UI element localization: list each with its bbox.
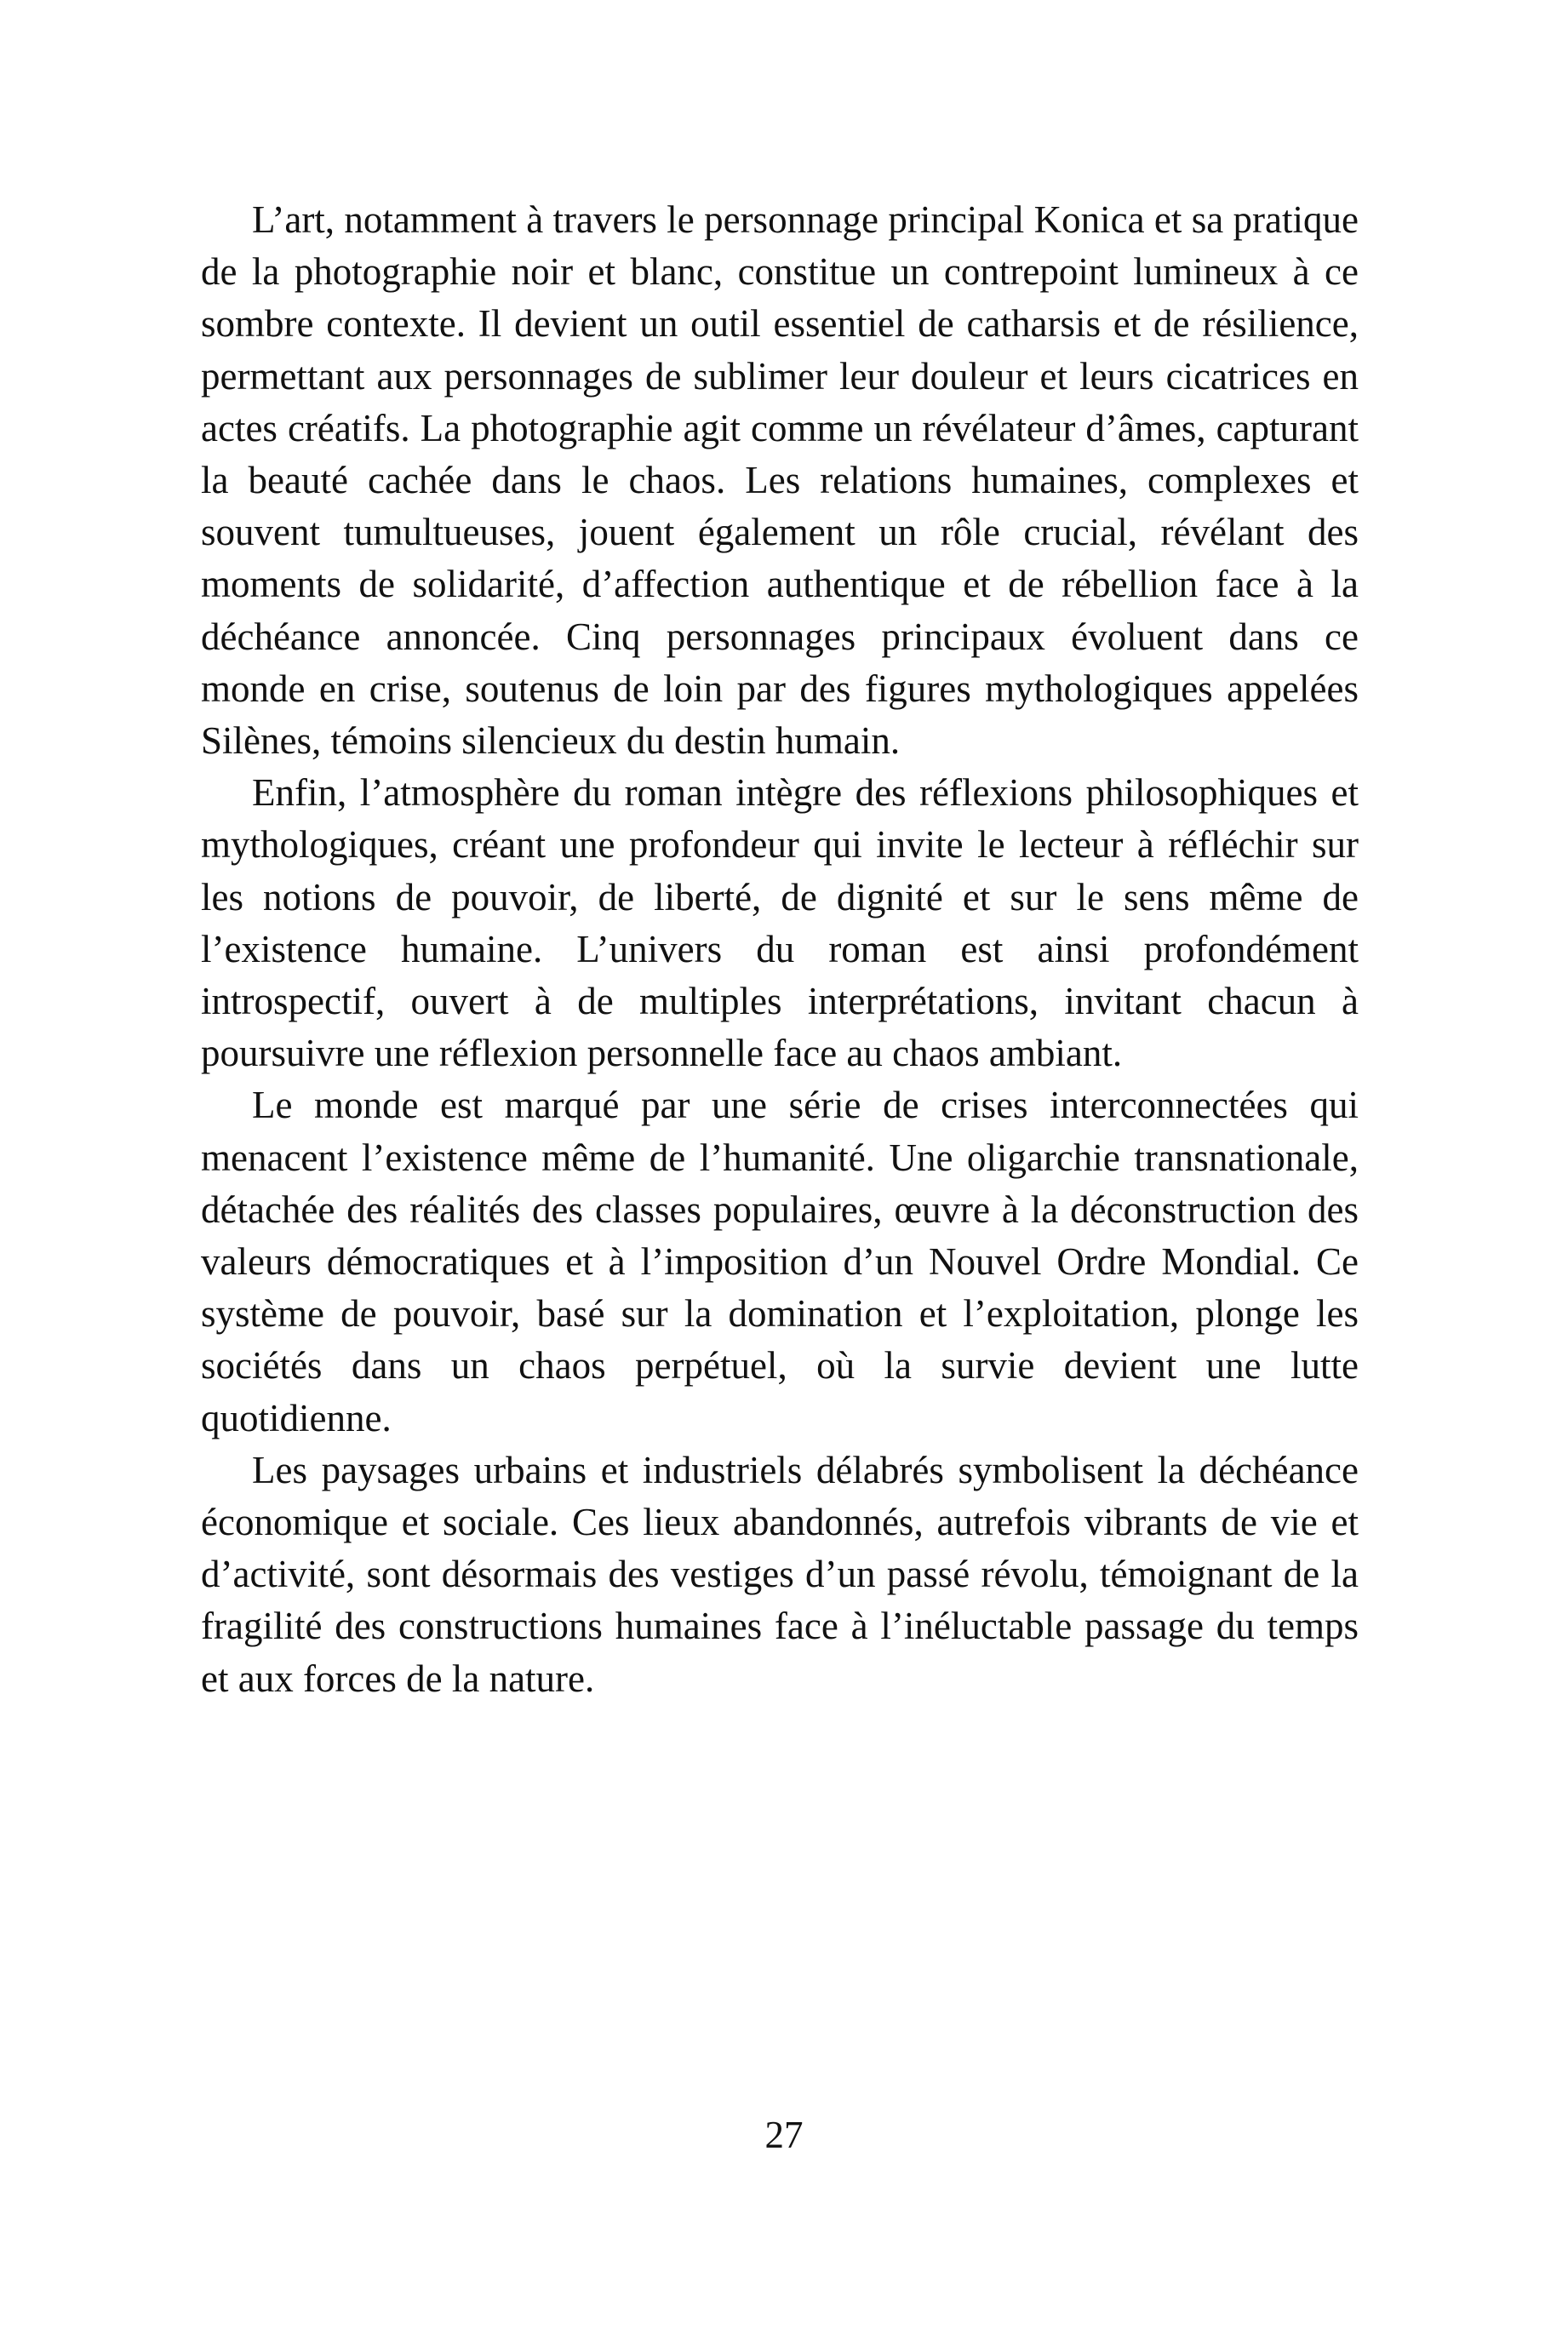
paragraph-philosophical-atmosphere: Enfin, l’atmosphère du roman intègre des réflexions philosophiques et mythologiques, créant une profondeur qui invite le lecteur à réfléchir sur les notions de pouvoir, de liberté, de dignité et sur le sens même de l’existence humaine. L’univers du roman est ainsi profondément introspectif, ouvert à de multiples interprétations, invitant chacun à poursuivre une réflexion personnelle face au chaos ambiant. (201, 771, 1359, 1075)
paragraph-art-photography: L’art, notamment à travers le personnage principal Konica et sa pratique de la photographie noir et blanc, constitue un contrepoint lumineux à ce sombre contexte. Il devient un outil essentiel de catharsis et de résilience, permettant aux personnages de sublimer leur douleur et leurs cicatrices en actes créatifs. La photographie agit comme un révélateur d’âmes, capturant la beauté cachée dans le chaos. Les relations humaines, complexes et souvent tumultueuses, jouent également un rôle crucial, révélant des moments de solidarité, d’affection authentique et de rébellion face à la déchéance annoncée. Cinq personnages principaux évoluent dans ce monde en crise, soutenus de loin par des figures mythologiques appelées Silènes, témoins silencieux du destin humain. (201, 198, 1359, 763)
paragraph-urban-landscapes: Les paysages urbains et industriels délabrés symbolisent la déchéance économique et sociale. Ces lieux abandonnés, autrefois vibrants de vie et d’activité, sont désormais des vestiges d’un passé révolu, témoignant de la fragilité des constructions humaines face à l’inéluctable passage du temps et aux forces de la nature. (201, 1448, 1359, 1700)
body-text (201, 194, 1359, 1705)
page-number: 27 (764, 2114, 804, 2156)
paragraph-world-crises: Le monde est marqué par une série de crises interconnectées qui menacent l’existence même de l’humanité. Une oligarchie transnationale, détachée des réalités des classes populaires, œuvre à la déconstruction des valeurs démocratiques et à l’imposition d’un Nouvel Ordre Mondial. Ce système de pouvoir, basé sur la domination et l’exploitation, plonge les sociétés dans un chaos perpétuel, où la survie devient une lutte quotidienne. (201, 1084, 1359, 1439)
